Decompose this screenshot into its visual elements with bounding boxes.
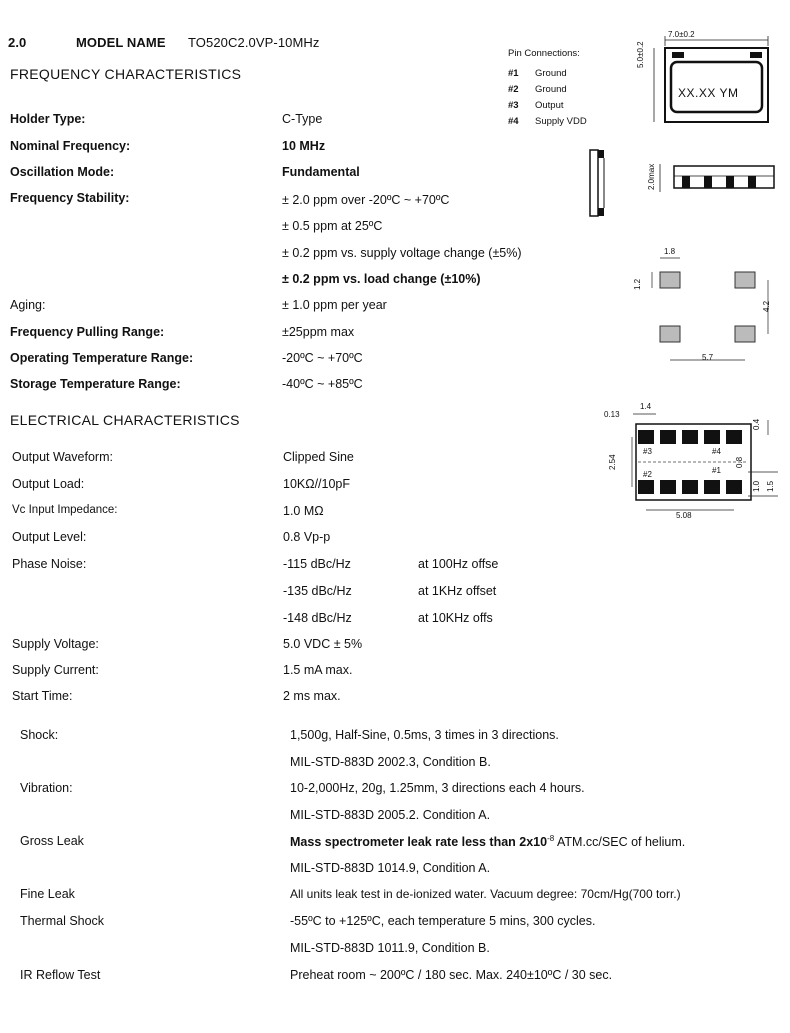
elec-label: Vc Input Impedance: <box>12 504 118 516</box>
freq-value: ±25ppm max <box>282 325 355 339</box>
elec-value: 0.8 Vp-p <box>283 530 331 544</box>
pad-dim: 1.8 <box>664 247 676 256</box>
elec-label: Phase Noise: <box>12 557 87 571</box>
elec-extra: at 1KHz offset <box>418 584 497 598</box>
elec-value: 1.0 MΩ <box>283 504 324 518</box>
side-lead <box>598 150 604 158</box>
elec-value: -115 dBc/Hz <box>283 557 351 571</box>
pin-number: #2 <box>508 84 519 95</box>
env-value-rest: ATM.cc/SEC of helium. <box>554 835 686 850</box>
pinout-dim: 5.08 <box>676 511 692 520</box>
pin-label: #1 <box>712 466 721 475</box>
pin-pad <box>726 430 742 444</box>
elec-extra: at 10KHz offs <box>418 611 493 625</box>
side-pad <box>704 176 712 188</box>
pinout-dim: 0.13 <box>604 410 620 419</box>
elec-label: Output Waveform: <box>12 450 113 464</box>
pinout-dim: 0.4 <box>752 418 761 430</box>
elec-label: Supply Voltage: <box>12 637 99 651</box>
pin-number: #3 <box>508 100 519 111</box>
env-label: Gross Leak <box>20 834 84 848</box>
pinout-dim: 0.8 <box>735 456 744 468</box>
pin-connections-title: Pin Connections: <box>508 48 580 59</box>
env-label: Vibration: <box>20 781 73 795</box>
side-pad <box>682 176 690 188</box>
side-height-dim: 2.0max <box>647 163 656 190</box>
freq-label: Nominal Frequency: <box>10 139 131 153</box>
freq-label: Frequency Stability: <box>10 191 130 205</box>
env-value: MIL-STD-883D 1011.9, Condition B. <box>290 941 490 955</box>
pin-pad <box>638 480 654 494</box>
pin-pad <box>682 480 698 494</box>
pad-horizontal-dim: 5.7 <box>702 353 714 362</box>
pin-pad <box>726 480 742 494</box>
pinout-dim: 1.5 <box>766 480 775 492</box>
package-top-view <box>630 30 780 130</box>
env-value-sup: -8 <box>547 834 555 843</box>
pad-vertical-dim: 4.2 <box>762 300 771 312</box>
elec-value: -148 dBc/Hz <box>283 611 352 625</box>
env-value: 10-2,000Hz, 20g, 1.25mm, 3 directions each 4 hours. <box>290 781 585 795</box>
elec-value: 2 ms max. <box>283 689 341 703</box>
side-pad <box>748 176 756 188</box>
pin-label: #4 <box>712 447 721 456</box>
freq-label: Holder Type: <box>10 112 86 126</box>
elec-value: 1.5 mA max. <box>283 663 353 677</box>
width-dim: 7.0±0.2 <box>668 30 695 39</box>
env-value-bold: Mass spectrometer leak rate less than 2x10 <box>290 835 548 850</box>
env-label: IR Reflow Test <box>20 968 101 982</box>
side-pad <box>726 176 734 188</box>
freq-value: ± 1.0 ppm per year <box>282 298 387 312</box>
env-value: MIL-STD-883D 2005.2. Condition A. <box>290 808 491 822</box>
freq-label: Oscillation Mode: <box>10 165 115 179</box>
elec-extra: at 100Hz offse <box>418 557 499 571</box>
pin-number: #1 <box>508 68 519 79</box>
pin-pad <box>638 430 654 444</box>
freq-value: 10 MHz <box>282 139 326 153</box>
env-value: Preheat room ~ 200ºC / 180 sec. Max. 240±10ºC / 30 sec. <box>290 968 613 982</box>
env-label: Thermal Shock <box>20 914 105 928</box>
env-value: MIL-STD-883D 2002.3, Condition B. <box>290 755 491 769</box>
env-value: MIL-STD-883D 1014.9, Condition A. <box>290 861 491 875</box>
elec-label: Output Level: <box>12 530 87 544</box>
package-marking: XX.XX YM <box>678 86 739 100</box>
freq-label: Storage Temperature Range: <box>10 377 181 391</box>
freq-label: Operating Temperature Range: <box>10 351 194 365</box>
pinout-dim: 1.4 <box>640 402 652 411</box>
env-value: 1,500g, Half-Sine, 0.5ms, 3 times in 3 directions. <box>290 728 559 742</box>
freq-value: C-Type <box>282 112 323 126</box>
pad <box>660 326 680 342</box>
freq-label: Aging: <box>10 298 46 312</box>
pin-label: #2 <box>643 470 652 479</box>
elec-label: Supply Current: <box>12 663 99 677</box>
pinout-view <box>598 400 778 525</box>
elec-value: Clipped Sine <box>283 450 354 464</box>
freq-value: -20ºC ~ +70ºC <box>282 351 363 365</box>
freq-value: -40ºC ~ +85ºC <box>282 377 363 391</box>
pin-name: Ground <box>535 84 567 95</box>
pad <box>660 272 680 288</box>
freq-value: ± 0.5 ppm at 25ºC <box>282 219 383 233</box>
model-name: TO520C2.0VP-10MHz <box>188 35 320 50</box>
env-label: Fine Leak <box>20 887 75 901</box>
elec-label: Start Time: <box>12 689 73 703</box>
pin-name: Output <box>535 100 564 111</box>
pinout-dim: 1.0 <box>752 480 761 492</box>
freq-value: ± 0.2 ppm vs. load change (±10%) <box>282 272 481 286</box>
package-side-small <box>588 148 618 220</box>
freq-value: ± 0.2 ppm vs. supply voltage change (±5%) <box>282 246 522 260</box>
pin-number: #4 <box>508 116 519 127</box>
pad <box>735 272 755 288</box>
pin-label: #3 <box>643 447 652 456</box>
elec-value: 10KΩ//10pF <box>283 477 351 491</box>
env-value <box>290 834 685 849</box>
freq-value: Fundamental <box>282 165 360 179</box>
pinout-dim: 2.54 <box>608 454 617 470</box>
freq-value: ± 2.0 ppm over -20ºC ~ +70ºC <box>282 193 450 207</box>
elec-value: -135 dBc/Hz <box>283 584 352 598</box>
pin-pad <box>704 480 720 494</box>
height-dim: 5.0±0.2 <box>636 41 645 68</box>
env-value: All units leak test in de-ionized water. Vacuum degree: 70cm/Hg(700 torr.) <box>290 887 681 901</box>
side-body <box>590 150 598 216</box>
pin-pad <box>660 430 676 444</box>
pad-layout <box>640 250 780 365</box>
electrical-heading: ELECTRICAL CHARACTERISTICS <box>10 412 240 428</box>
pad <box>735 326 755 342</box>
pin-name: Supply VDD <box>535 116 587 127</box>
elec-label: Output Load: <box>12 477 85 491</box>
section-number: 2.0 <box>8 35 27 50</box>
pad-height-dim: 1.2 <box>633 278 642 290</box>
env-label: Shock: <box>20 728 59 742</box>
pin-pad <box>682 430 698 444</box>
frequency-heading: FREQUENCY CHARACTERISTICS <box>10 66 242 82</box>
corner-pad <box>672 52 684 58</box>
env-value: -55ºC to +125ºC, each temperature 5 mins, 300 cycles. <box>290 914 596 928</box>
corner-pad <box>750 52 762 58</box>
pin-pad <box>704 430 720 444</box>
pin-name: Ground <box>535 68 567 79</box>
pin-pad <box>660 480 676 494</box>
model-label: MODEL NAME <box>76 35 166 50</box>
package-side-view <box>652 158 777 198</box>
elec-value: 5.0 VDC ± 5% <box>283 637 363 651</box>
side-lead <box>598 208 604 216</box>
freq-label: Frequency Pulling Range: <box>10 325 165 339</box>
